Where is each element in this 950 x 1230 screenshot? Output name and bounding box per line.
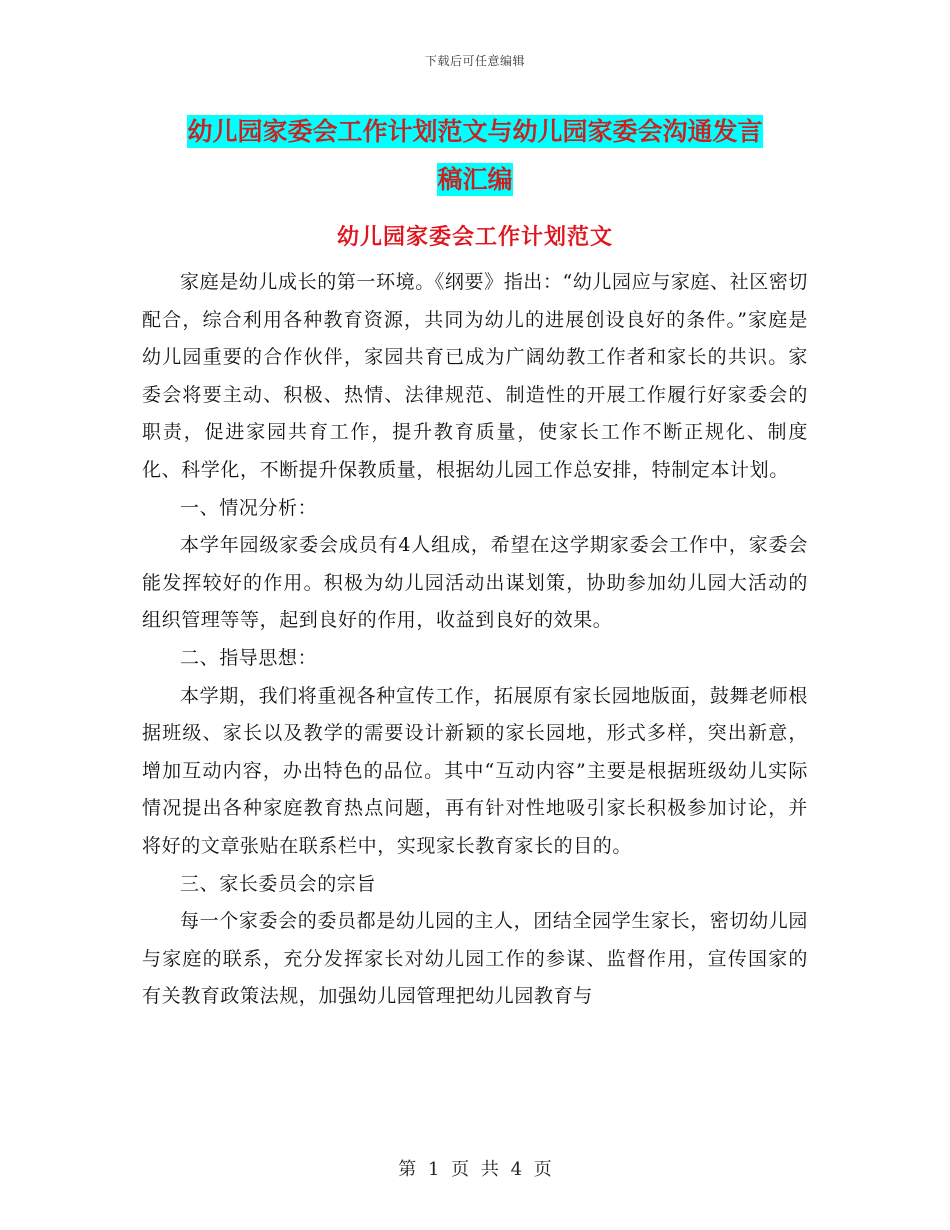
header-note: 下载后可任意编辑 bbox=[424, 54, 525, 68]
section-heading: 一、情况分析： bbox=[180, 496, 318, 519]
section-heading: 二、指导思想： bbox=[180, 646, 318, 669]
page-number-footer: 第 1 页 共 4 页 bbox=[398, 1159, 552, 1180]
body-text bbox=[142, 264, 808, 1016]
paragraph: 本学期，我们将重视各种宣传工作，拓展原有家长园地版面，鼓舞老师根据班级、家长以及教学的需要设计新颖的家长园地，形式多样，突出新意，增加互动内容，办出特色的品位。其中“互动内容”主要是根据班级幼儿实际情况提出各种家庭教育热点问题，再有针对性地吸引家长积极参加讨论，并将好的文章张贴在联系栏中，实现家长教育家长的目的。 bbox=[142, 684, 808, 857]
paragraph: 每一个家委会的委员都是幼儿园的主人，团结全园学生家长，密切幼儿园与家庭的联系，充分发挥家长对幼儿园工作的参谋、监督作用，宣传国家的有关教育政策法规，加强幼儿园管理把幼儿园教育与 bbox=[142, 910, 808, 1008]
section-title: 幼儿园家委会工作计划范文 bbox=[336, 225, 613, 250]
document-title-line-1: 幼儿园家委会工作计划范文与幼儿园家委会沟通发言 bbox=[187, 117, 763, 146]
paragraph: 家庭是幼儿成长的第一环境。《纲要》指出：“幼儿园应与家庭、社区密切配合，综合利用各种教育资源，共同为幼儿的进展创设良好的条件。”家庭是幼儿园重要的合作伙伴，家园共育已成为广阔幼教工作者和家长的共识。家委会将要主动、积极、热情、法律规范、制造性的开展工作履行好家委会的职责，促进家园共育工作，提升教育质量，使家长工作不断正规化、制度化、科学化，不断提升保教质量，根据幼儿园工作总安排，特制定本计划。 bbox=[142, 271, 809, 481]
paragraph: 本学年园级家委会成员有4人组成，希望在这学期家委会工作中，家委会能发挥较好的作用。积极为幼儿园活动出谋划策，协助参加幼儿园大活动的组织管理等等，起到良好的作用，收益到良好的效果。 bbox=[142, 534, 808, 632]
section-heading: 三、家长委员会的宗旨 bbox=[180, 872, 377, 895]
document-title bbox=[140, 108, 810, 204]
document-title-line-2: 稿汇编 bbox=[437, 165, 513, 194]
